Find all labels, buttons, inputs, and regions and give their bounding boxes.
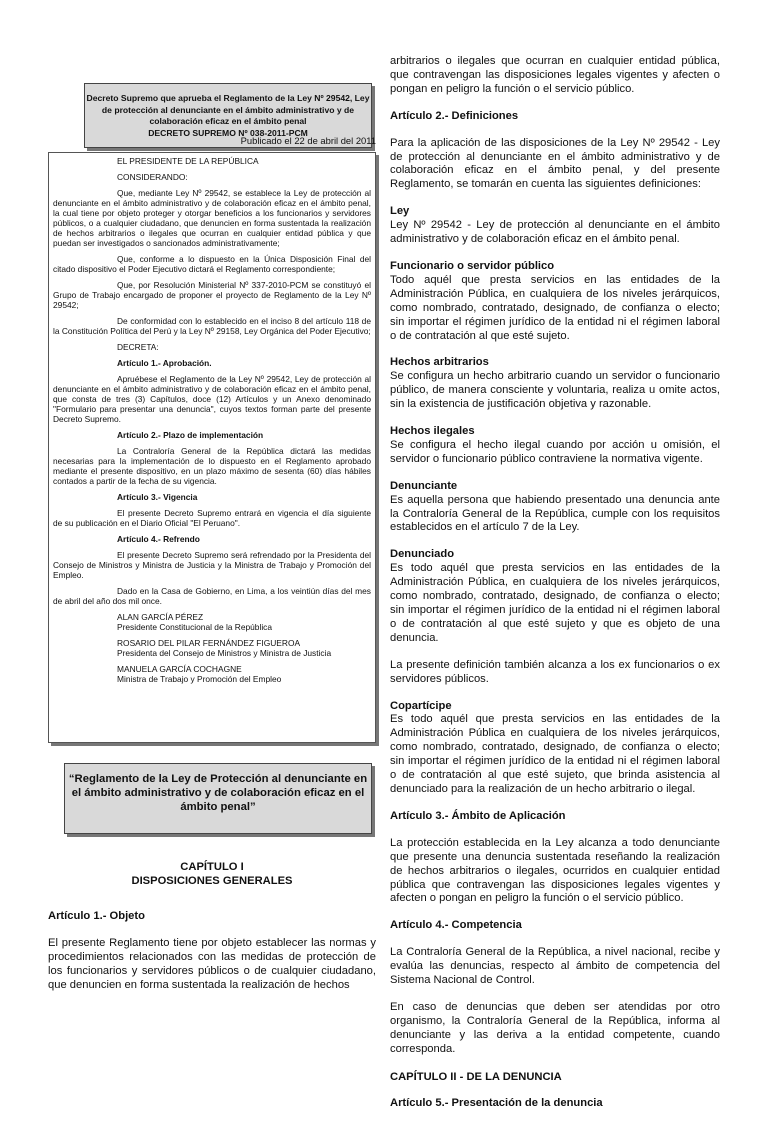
published-date: Publicado el 22 de abril del 2011 [240,135,376,146]
definition-text: Es aquella persona que habiendo presentado una denuncia ante la Contraloría General de la República, cumple con los requisitos establecidos en el artículo 7 de la Ley. [390,493,720,534]
definition-text: Todo aquél que presta servicios en las entidades de la Administración Pública, en cualquiera de los niveles jerárquicos, como nombrado, contratado, designado, de confianza o electo; sin importar el régimen jurídico de la entidad ni el régimen laboral o de contratación al que esté sujeto. [390,273,720,342]
paragraph: La Contraloría General de la República dictará las medidas necesarias para la implementación de lo dispuesto en el Reglamento aprobado mediante el presente dispositivo, en un plazo máximo de sesenta (60) días hábiles contados a partir de la fecha de su vigencia. [53,446,371,486]
paragraph: arbitrarios o ilegales que ocurran en cualquier entidad pública, que contravengan las disposiciones legales vigentes y afecten o pongan en peligro la función o el servicio público. [390,55,720,95]
decree-number: DECRETO SUPREMO Nº 038-2011-PCM [148,127,308,138]
paragraph: En caso de denuncias que deben ser atendidas por otro organismo, la Contraloría General de la República, informa al denunciante y las deriva a la entidad competente, cuando corresponda. [390,1000,720,1055]
paragraph: La protección establecida en la Ley alcanza a todo denunciante que presente una denuncia sustentada reseñando la realización de hechos arbitrarios o ilegales, ocurridos en cualquier entidad pública que contravengan las disposiciones legales vigentes y afecten o pongan en peligro la función o el servicio público. [390,836,720,905]
definition [390,260,720,343]
definition-text: Es todo aquél que presta servicios en las entidades de la Administración Pública en cualquiera de los niveles jerárquicos, como nombrado, contratado, designado, de confianza o electo; sin importar el régimen jurídico de la entidad ni el régimen laboral o de contratación al que esté sujeto, que brinda asistencia al denunciado para la realización de un hecho arbitrario o ilegal. [390,713,720,795]
paragraph: La Contraloría General de la República, a nivel nacional, recibe y evalúa las denuncias, respecto al ámbito de competencia del Sistema Nacional de Control. [390,946,720,987]
signature-name: ROSARIO DEL PILAR FERNÁNDEZ FIGUEROA [117,638,301,648]
article-heading: Artículo 4.- Refrendo [117,534,200,544]
definition-term: Copartícipe [390,699,452,712]
signature-name: MANUELA GARCÍA COCHAGNE [117,664,242,674]
article-heading: Artículo 2.- Plazo de implementación [117,430,264,440]
article-heading: Artículo 3.- Vigencia [117,492,198,502]
definition-text: Se configura un hecho arbitrario cuando un servidor o funcionario público, de manera consciente y voluntaria, realiza u omite actos, sin la existencia de justificación objetiva y razonable. [390,370,720,411]
regulation-title-box: “Reglamento de la Ley de Protección al denunciante en el ámbito administrativo y de colaboración eficaz en el ámbito penal” [64,763,372,834]
definition-text: Ley Nº 29542 - Ley de protección al denunciante en el ámbito administrativo y de colaboración eficaz en el ámbito penal. [390,219,720,246]
definition [390,480,720,536]
signature [53,612,371,632]
chapter-title: CAPÍTULO I [180,861,244,873]
signature [53,638,371,658]
paragraph: Apruébese el Reglamento de la Ley Nº 29542, Ley de protección al denunciante en el ámbito administrativo y de colaboración eficaz en el ámbito penal, que consta de tres (3) Capítulos, doce (12) Artículos y un Anexo denominado "Formulario para presentar una denuncia", cuyos textos forman parte del presente Decreto Supremo. [53,374,371,424]
definition-term: Denunciado [390,548,455,561]
paragraph: De conformidad con lo establecido en el inciso 8 del artículo 118 de la Constitución Política del Perú y la Ley Nº 29158, Ley Orgánica del Poder Ejecutivo; [53,316,371,336]
definition [390,425,720,467]
decree-body-box [48,152,376,743]
paragraph: Para la aplicación de las disposiciones de la Ley Nº 29542 - Ley de protección al denunciante en el ámbito administrativo y de colaboración eficaz en el ámbito penal, y del presente Reglamento, se tomarán en cuenta las siguientes definiciones: [390,136,720,191]
definition-term: Hechos ilegales [390,425,475,438]
paragraph: Que, por Resolución Ministerial Nº 337-2010-PCM se constituyó el Grupo de Trabajo encargado de proponer el proyecto de Reglamento de la Ley Nº 29542; [53,280,371,310]
article-heading: Artículo 2.- Definiciones [390,109,519,122]
president-heading: EL PRESIDENTE DE LA REPÚBLICA [117,156,259,166]
definition-text: Es todo aquél que presta servicios en las entidades de la Administración Pública, en cualquiera de los niveles jerárquicos, como nombrado, contratado, designado, de confianza o electo; sin importar el régimen jurídico de la entidad ni el régimen laboral o de contratación al que esté sujeto y que es objeto de una denuncia. [390,562,720,644]
definition-text: Se configura el hecho ilegal cuando por acción u omisión, el servidor o funcionario público contraviene la normativa vigente. [390,438,720,465]
chapter-1 [48,860,376,888]
paragraph: El presente Decreto Supremo será refrendado por la Presidenta del Consejo de Ministros y Ministra de Justicia y la Ministra de Trabajo y Promoción del Empleo. [53,550,371,580]
definition [390,700,720,797]
signature-role: Presidente Constitucional de la República [117,622,273,632]
paragraph: El presente Decreto Supremo entrará en vigencia el día siguiente de su publicación en el Diario Oficial "El Peruano". [53,508,371,528]
definition-term: Funcionario o servidor público [390,259,555,272]
definition-term: Hechos arbitrarios [390,356,489,369]
definition [390,356,720,412]
paragraph: Que, mediante Ley Nº 29542, se establece la Ley de protección al denunciante en el ámbito administrativo y de colaboración eficaz en el ámbito penal, la cual tiene por objeto proteger y otorgar beneficios a los funcionarios y servidores públicos, o a cualquier ciudadano, que denuncien en forma sustentada la realización de hechos arbitrarios o ilegales que ocurran en cualquier entidad pública y que puedan ser investigados o sancionados administrativamente; [53,188,371,248]
definition-term: Denunciante [390,479,458,492]
chapter-title: CAPÍTULO II - DE LA DENUNCIA [390,1070,562,1083]
signature [53,664,371,684]
article-heading: Artículo 1.- Objeto [48,910,145,922]
article-heading: Artículo 1.- Aprobación. [117,358,212,368]
right-column [390,55,720,1123]
article-heading: Artículo 3.- Ámbito de Aplicación [390,809,566,822]
chapter-subtitle: DISPOSICIONES GENERALES [131,875,293,887]
decree-header-title: Decreto Supremo que aprueba el Reglamento de la Ley Nº 29542, Ley de protección al denunciante en el ámbito administrativo y de colaboración eficaz en el ámbito penal [86,93,370,126]
signature-role: Presidenta del Consejo de Ministros y Ministra de Justicia [117,648,332,658]
article-1 [48,910,376,1006]
definition [390,548,720,645]
considerando-heading: CONSIDERANDO: [117,172,188,182]
definition [390,205,720,247]
signature-name: ALAN GARCÍA PÉREZ [117,612,204,622]
signature-role: Ministra de Trabajo y Promoción del Empleo [117,674,282,684]
paragraph: El presente Reglamento tiene por objeto establecer las normas y procedimientos relacionados con las medidas de protección de los funcionarios y servidores públicos o de cualquier ciudadano, que denuncien en forma sustentada la realización de hechos [48,936,376,991]
paragraph: Dado en la Casa de Gobierno, en Lima, a los veintiún días del mes de abril del año dos mil once. [53,586,371,606]
definition-term: Ley [390,205,410,218]
article-heading: Artículo 5.- Presentación de la denuncia [390,1096,603,1109]
paragraph: Que, conforme a lo dispuesto en la Única Disposición Final del citado dispositivo el Poder Ejecutivo dictará el Reglamento correspondiente; [53,254,371,274]
paragraph: La presente definición también alcanza a los ex funcionarios o ex servidores públicos. [390,658,720,685]
decreta-heading: DECRETA: [117,342,159,352]
article-heading: Artículo 4.- Competencia [390,919,522,932]
